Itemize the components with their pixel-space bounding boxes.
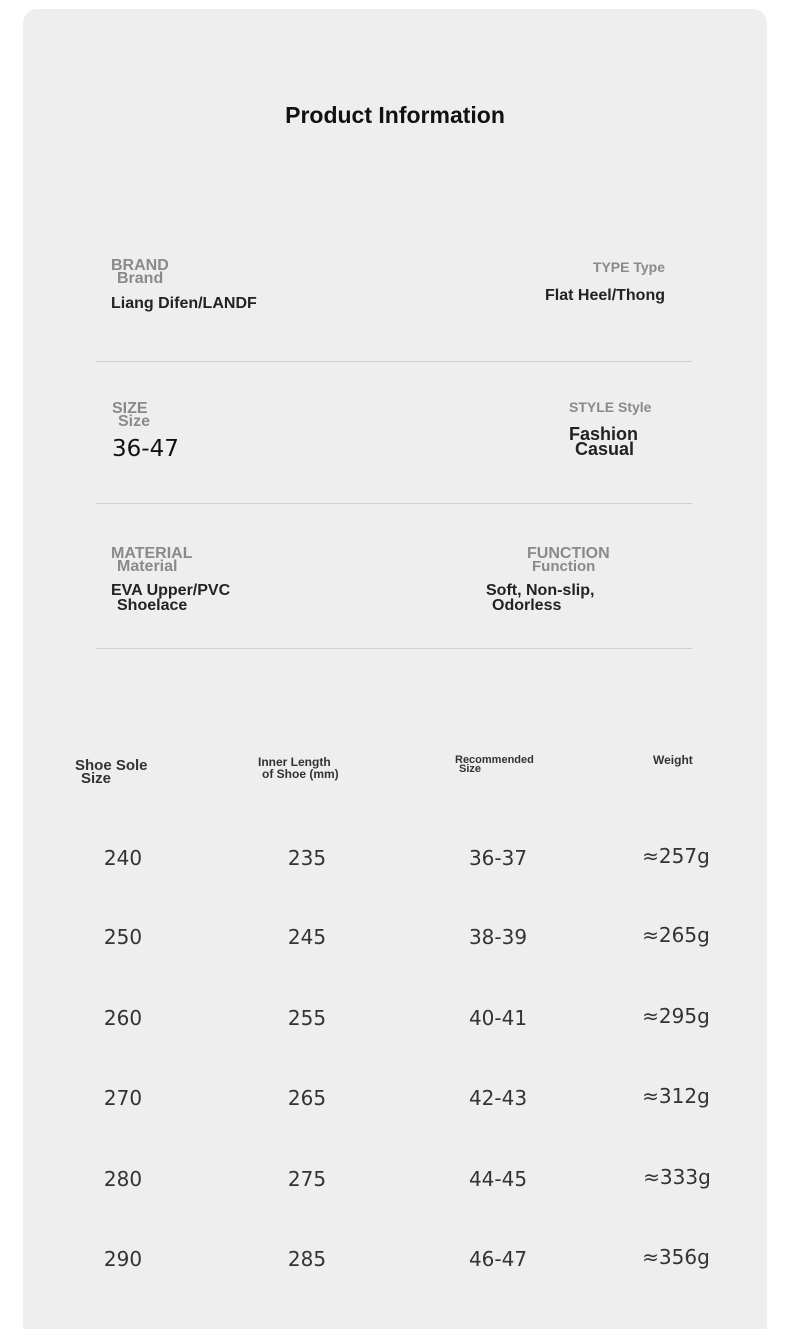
- material-value-line1: EVA Upper/PVC: [111, 582, 231, 599]
- table-cell: 42-43: [468, 1086, 528, 1110]
- table-cell: 250: [103, 925, 143, 949]
- table-cell: 36-37: [468, 846, 528, 870]
- table-cell: ≈333g: [643, 1165, 711, 1189]
- style-value-line2: Casual: [575, 439, 635, 459]
- table-cell: 280: [103, 1167, 143, 1191]
- header-line: Size: [81, 770, 112, 787]
- function-label-cn: Function: [532, 558, 596, 575]
- table-cell: 255: [287, 1006, 327, 1030]
- header-line: Shoe Sole: [75, 757, 148, 774]
- material-label-en: MATERIAL: [111, 545, 193, 562]
- brand-label-en: BRAND: [111, 257, 169, 274]
- header-line: Weight: [653, 753, 693, 767]
- product-info-card: [23, 9, 767, 1329]
- material-label-cn: Material: [117, 558, 178, 575]
- function-value-line2: Odorless: [492, 597, 562, 614]
- function-attribute: [486, 547, 610, 613]
- table-header-weight: [653, 753, 693, 767]
- table-cell: ≈295g: [642, 1004, 710, 1028]
- table-cell: ≈356g: [642, 1245, 710, 1269]
- table-cell: ≈257g: [642, 844, 710, 868]
- brand-value: Liang Difen/LANDF: [111, 295, 257, 312]
- table-cell: ≈312g: [642, 1084, 710, 1108]
- header-line: of Shoe (mm): [262, 767, 339, 781]
- page-title: Product Information: [285, 102, 505, 128]
- material-attribute: [111, 547, 230, 613]
- table-cell: 290: [103, 1247, 143, 1271]
- table-cell: 245: [287, 925, 327, 949]
- size-label-cn: Size: [118, 413, 151, 430]
- function-value-line1: Soft, Non-slip,: [486, 582, 595, 599]
- table-cell: 235: [287, 846, 327, 870]
- table-cell: ≈265g: [642, 923, 710, 947]
- size-attribute: [112, 402, 179, 462]
- header-line: Size: [459, 763, 482, 775]
- type-label: TYPE Type: [592, 259, 665, 275]
- size-value: 36-47: [112, 436, 179, 462]
- function-label-en: FUNCTION: [527, 545, 610, 562]
- divider: [96, 648, 692, 649]
- table-cell: 240: [103, 846, 143, 870]
- table-cell: 270: [103, 1086, 143, 1110]
- table-header-inner-length: [258, 756, 339, 780]
- brand-attribute: [111, 259, 257, 311]
- table-cell: 260: [103, 1006, 143, 1030]
- type-attribute: [415, 259, 665, 303]
- table-cell: 38-39: [468, 925, 528, 949]
- header-line: Recommended: [455, 754, 534, 766]
- table-cell: 40-41: [468, 1006, 528, 1030]
- divider: [96, 503, 692, 504]
- header-line: Inner Length: [258, 755, 331, 769]
- table-cell: 275: [287, 1167, 327, 1191]
- table-cell: 285: [287, 1247, 327, 1271]
- material-value-line2: Shoelace: [117, 597, 188, 614]
- brand-label-cn: Brand: [117, 270, 164, 287]
- table-header-recommended-size: [455, 756, 534, 774]
- style-attribute: [569, 399, 651, 457]
- divider: [96, 361, 692, 362]
- size-label-en: SIZE: [112, 400, 148, 417]
- style-value-line1: Fashion: [569, 424, 639, 444]
- table-cell: 265: [287, 1086, 327, 1110]
- table-cell: 44-45: [468, 1167, 528, 1191]
- table-cell: 46-47: [468, 1247, 528, 1271]
- table-header-sole-size: [75, 759, 148, 785]
- type-value: Flat Heel/Thong: [545, 287, 665, 304]
- style-label: STYLE Style: [569, 399, 652, 415]
